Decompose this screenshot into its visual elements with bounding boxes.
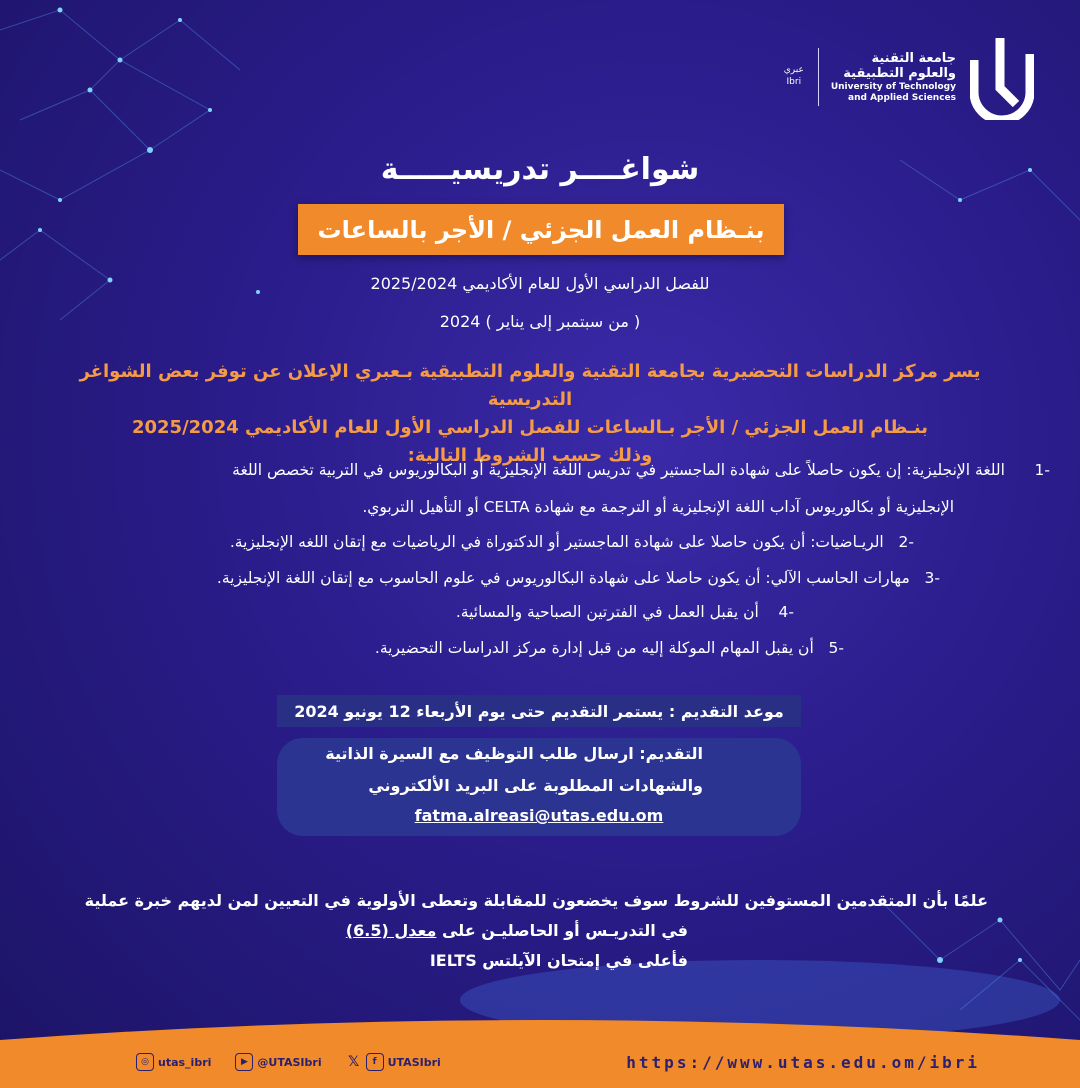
campus-arabic: عبري [783, 65, 804, 76]
university-logo [784, 34, 1034, 120]
condition-number: -2 [898, 533, 914, 551]
youtube-handle[interactable]: @UTASIbri [257, 1055, 322, 1069]
condition-number: -1 [1034, 461, 1050, 479]
deadline-text: موعد التقديم : يستمر التقديم حتى يوم الأربعاء 12 يونيو 2024 [294, 701, 784, 721]
youtube-link[interactable] [235, 1053, 321, 1071]
condition-number: -3 [924, 569, 940, 587]
instagram-handle[interactable]: utas_ibri [158, 1055, 212, 1069]
x-facebook-link[interactable] [346, 1053, 441, 1071]
condition-item [230, 526, 914, 559]
campus-label [784, 65, 804, 88]
logo-arabic-line1: جامعة التقنية [871, 50, 956, 66]
condition-item [232, 454, 1050, 487]
application-box [277, 738, 801, 836]
condition-item [456, 596, 794, 629]
condition-number: -5 [828, 639, 844, 657]
social-links [4, 1053, 465, 1071]
logo-english-line2: and Applied Sciences [848, 92, 956, 103]
logo-english-line1: University of Technology [830, 81, 956, 92]
logo-divider [818, 48, 819, 106]
application-deadline [277, 695, 801, 727]
instagram-link[interactable] [136, 1053, 211, 1071]
email-address[interactable]: fatma.alreasi@utas.edu.om [414, 806, 664, 825]
page-title: شواغــــر تدريسيـــــة [380, 152, 700, 187]
banner-text: بنـظام العمل الجزئي / الأجر بالساعات [317, 215, 765, 244]
website-url[interactable]: https://www.utas.edu.om/ibri [626, 1052, 980, 1072]
condition-item-continued [362, 491, 954, 524]
campus-english: Ibri [786, 77, 802, 87]
condition-text: أن يقبل العمل في الفترتين الصباحية والمسائية. [455, 603, 759, 621]
condition-text: الريـاضيات: أن يكون حاصلا على شهادة الماجستير أو الدكتوراة في الرياضيات مع إتقان اللغه الإنجليزية. [229, 533, 884, 551]
note-line2-text: في التدريـس أو الحاصليـن على [436, 921, 688, 940]
semester-line: للفصل الدراسي الأول للعام الأكاديمي 2025/2024 [370, 274, 710, 293]
footer-bar [0, 1036, 1080, 1088]
period-line: ( من سبتمبر إلى يناير ) 2024 [439, 312, 641, 331]
note-line3: فأعلى في إمتحان الآيلتس IELTS [429, 951, 688, 970]
x-facebook-handle[interactable]: UTASIbri [387, 1055, 441, 1069]
note-line2 [60, 916, 688, 946]
condition-item [375, 632, 844, 665]
condition-text: اللغة الإنجليزية: إن يكون حاصلاً على شهادة الماجستير في تدريس اللغة الإنجليزية أو البكالوريوس في التربية تخصص اللغة [232, 461, 1005, 479]
condition-text: الإنجليزية أو بكالوريوس آداب اللغة الإنجليزية أو الترجمة مع شهادة CELTA أو التأهيل التربوي. [362, 498, 954, 516]
intro-line3: وذلك حسب الشروط التالية: [407, 445, 653, 466]
facebook-icon: f [366, 1053, 384, 1071]
apply-line2: والشهادات المطلوبة على البريد الألكتروني [368, 776, 703, 795]
condition-text: أن يقبل المهام الموكلة إليه من قبل إدارة مركز الدراسات التحضيرية. [374, 639, 814, 657]
intro-line2: بنـظام العمل الجزئي / الأجر بـالساعات للفصل الدراسي الأول للعام الأكاديمي 2025/2024 [131, 417, 929, 438]
instagram-icon: ◎ [136, 1053, 154, 1071]
intro-line1: يسر مركز الدراسات التحضيرية بجامعة التقنية والعلوم التطبيقية بـعبري الإعلان عن توفر بعض الشواغر التدريسية [79, 361, 981, 410]
condition-text: مهارات الحاسب الآلي: أن يكون حاصلا على شهادة البكالوريوس في علوم الحاسوب مع إتقان اللغة الإنجليزية. [216, 569, 910, 587]
condition-number: -4 [778, 603, 794, 621]
utas-logo-icon [970, 34, 1034, 120]
employment-type-banner [298, 204, 784, 255]
note-gpa: معدل (6.5) [345, 921, 437, 940]
apply-line1: التقديم: ارسال طلب التوظيف مع السيرة الذاتية [325, 744, 703, 763]
x-icon: 𝕏 [347, 1054, 360, 1070]
condition-item [217, 562, 940, 595]
note-line1: علمًا بأن المتقدمين المستوفين للشروط سوف يخضعون للمقابلة وتعطى الأولوية في التعيين لمن لديهم خبرة عملية [84, 891, 988, 910]
priority-note [60, 886, 1020, 976]
logo-arabic-line2: والعلوم التطبيقية [843, 66, 956, 82]
email-link[interactable] [277, 806, 801, 825]
logo-text [831, 51, 956, 104]
youtube-icon: ▶ [235, 1053, 253, 1071]
